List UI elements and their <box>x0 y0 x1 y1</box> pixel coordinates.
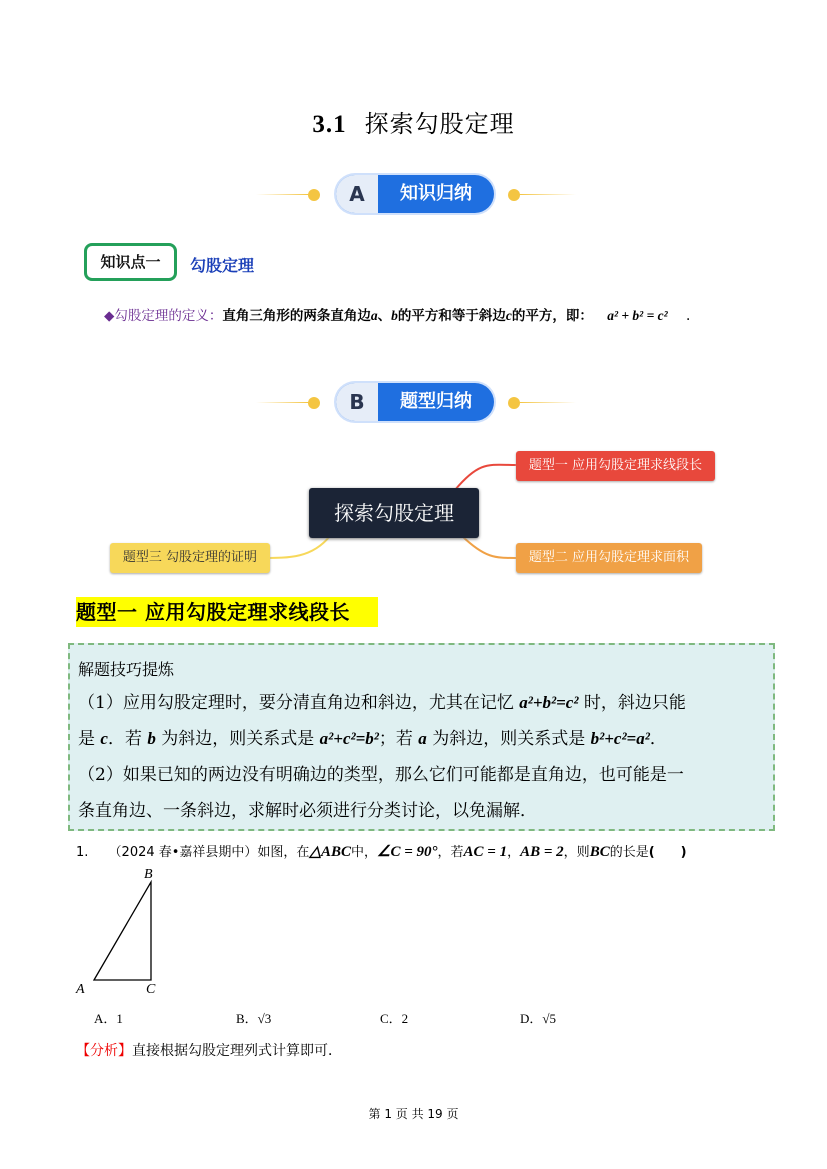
mindmap-node-type1: 题型一 应用勾股定理求线段长 <box>516 451 715 481</box>
tips-text: （1）应用勾股定理时，要分清直角边和斜边，尤其在记忆 <box>78 693 520 713</box>
tips-text: 为斜边，则关系式是 <box>426 729 591 749</box>
definition-text-3: 的平方，即： <box>511 308 593 324</box>
triangle-figure <box>70 862 170 1002</box>
mindmap-center: 探索勾股定理 <box>309 488 479 538</box>
banner-dot-left <box>308 397 320 409</box>
banner-a <box>256 175 576 215</box>
mindmap-node-type3: 题型三 勾股定理的证明 <box>110 543 270 573</box>
page-footer: 第 1 页 共 19 页 <box>368 1107 459 1121</box>
banner-dot-right <box>508 397 520 409</box>
definition-text-1: 直角三角形的两条直角边 <box>222 308 371 324</box>
tips-text: ；若 <box>378 729 419 749</box>
var-a: a <box>370 308 378 323</box>
vertex-label-c: C <box>146 982 156 997</box>
banner-letter: B <box>336 383 378 421</box>
tips-para-4: 条直角边、一条斜边，求解时必须进行分类讨论，以免漏解． <box>78 801 537 821</box>
banner-pill <box>336 383 494 421</box>
option-c[interactable] <box>380 1008 408 1027</box>
banner-label: 知识归纳 <box>400 183 472 204</box>
tips-text: ． <box>649 729 667 749</box>
bc-symbol: BC <box>589 844 610 860</box>
knowledge-point-title: 勾股定理 <box>190 256 255 275</box>
option-key: A． <box>94 1011 117 1026</box>
banner-line-left <box>256 402 308 403</box>
analysis-line <box>76 1040 342 1060</box>
definition-line <box>104 304 690 324</box>
triangle-symbol: △ABC <box>309 844 351 860</box>
section-number: 3.1 <box>312 111 347 138</box>
question-1 <box>76 841 687 861</box>
question-text: 的长是 <box>609 845 649 860</box>
question-text: ，若 <box>437 845 464 860</box>
banner-line-right <box>520 402 576 403</box>
page-title <box>0 104 827 139</box>
vertex-label-a: A <box>76 982 85 997</box>
tips-text: 是 <box>78 729 101 749</box>
title-text: 探索勾股定理 <box>364 110 515 138</box>
ab-condition: AB = 2 <box>520 844 564 860</box>
var-b: b <box>391 308 398 323</box>
question-number: 1. <box>76 845 89 860</box>
banner-b <box>256 383 576 423</box>
option-value: √3 <box>257 1011 272 1026</box>
option-b[interactable] <box>236 1008 271 1027</box>
tips-box <box>68 643 775 831</box>
option-d[interactable] <box>520 1008 556 1027</box>
definition-text-2: 的平方和等于斜边 <box>397 308 506 324</box>
answer-paren: ( ) <box>648 845 687 860</box>
banner-line-right <box>520 194 576 195</box>
analysis-tag: 【分析】 <box>76 1043 132 1059</box>
tips-formula: b²+c²=a² <box>590 729 650 748</box>
question-text: ，则 <box>563 845 590 860</box>
tips-text: 时，斜边只能 <box>578 693 686 713</box>
angle-condition: ∠C = 90° <box>377 844 438 860</box>
option-key: B． <box>236 1011 258 1026</box>
tips-para-1 <box>78 685 768 721</box>
var-a: a <box>418 729 427 748</box>
definition-sep: 、 <box>377 308 392 324</box>
mindmap-node-type2: 题型二 应用勾股定理求面积 <box>516 543 702 573</box>
tips-formula: a²+c²=b² <box>319 729 379 748</box>
banner-dot-right <box>508 189 520 201</box>
option-a[interactable] <box>94 1008 123 1027</box>
var-c: c <box>505 308 512 323</box>
question-source: （2024 春•嘉祥县期中）如图，在 <box>108 845 310 860</box>
option-key: C． <box>380 1011 402 1026</box>
tips-formula: a²+b²=c² <box>519 693 579 712</box>
var-b: b <box>147 729 156 748</box>
tips-text: 为斜边，则关系式是 <box>155 729 320 749</box>
knowledge-point-box: 知识点一 <box>84 243 177 281</box>
var-c: c <box>100 729 108 748</box>
option-value: 2 <box>401 1011 409 1026</box>
tips-para-2 <box>78 721 768 757</box>
tips-text: ．若 <box>107 729 148 749</box>
option-value: 1 <box>116 1011 123 1026</box>
tips-para-3: （2）如果已知的两边没有明确边的类型，那么它们可能都是直角边，也可能是一 <box>78 765 684 785</box>
vertex-label-b: B <box>144 867 153 882</box>
analysis-text: 直接根据勾股定理列式计算即可． <box>132 1043 342 1059</box>
option-value: √5 <box>542 1011 557 1026</box>
question-text: 中， <box>351 845 378 860</box>
tips-title: 解题技巧提炼 <box>78 660 175 679</box>
banner-pill <box>336 175 494 213</box>
definition-label: ◆勾股定理的定义： <box>104 308 223 324</box>
definition-end: . <box>686 308 691 324</box>
ac-condition: AC = 1 <box>463 844 508 860</box>
type1-heading: 题型一 应用勾股定理求线段长 <box>76 597 378 627</box>
question-text: ， <box>507 845 521 860</box>
banner-letter: A <box>336 175 378 213</box>
banner-dot-left <box>308 189 320 201</box>
option-key: D． <box>520 1011 543 1026</box>
pythagorean-formula: a² + b² = c² <box>607 308 668 323</box>
banner-label: 题型归纳 <box>400 391 472 412</box>
banner-line-left <box>256 194 308 195</box>
